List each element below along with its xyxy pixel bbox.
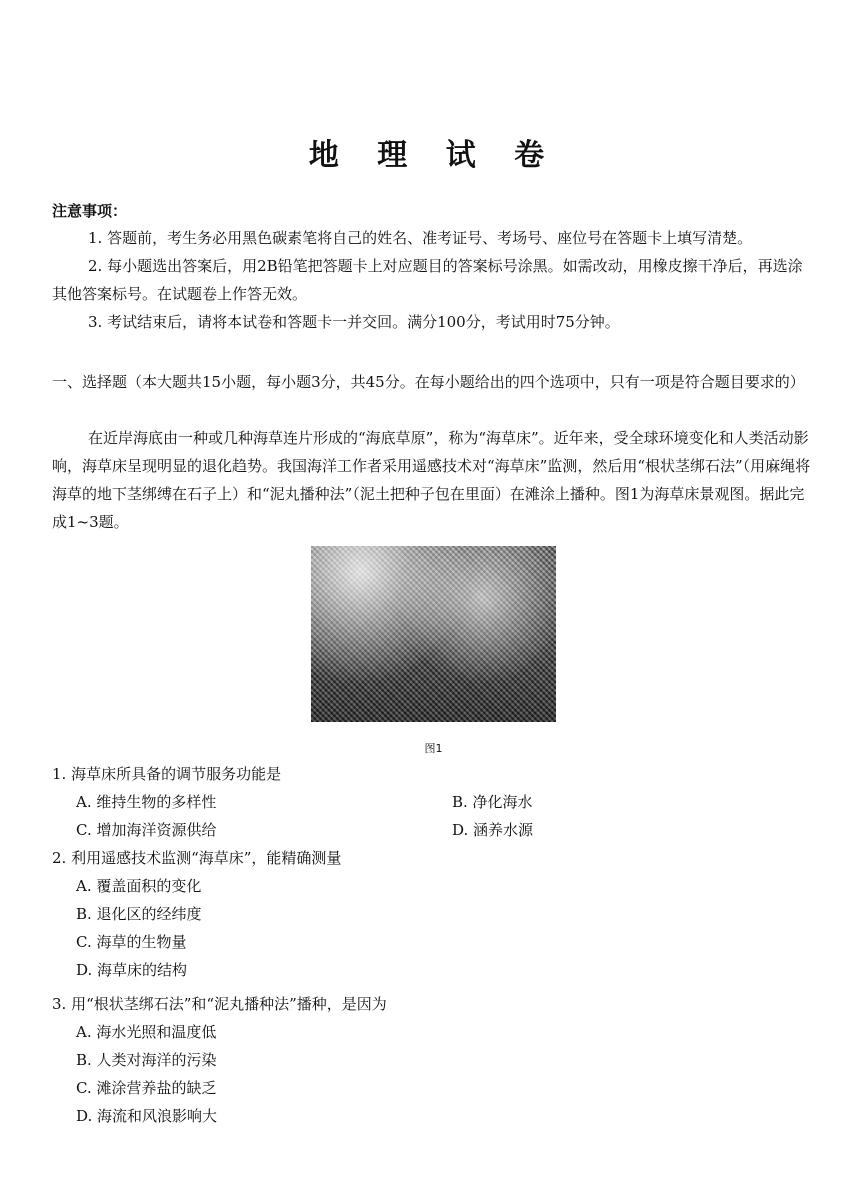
page-title: 地 理 试 卷 bbox=[308, 138, 559, 173]
question-1-option-b[interactable]: B. 净化海水 bbox=[452, 793, 533, 811]
question-2-option-a[interactable]: A. 覆盖面积的变化 bbox=[76, 877, 202, 895]
notice-heading: 注意事项： bbox=[52, 202, 128, 220]
material-text: 在近岸海底由一种或几种海草连片形成的“海底草原”，称为“海草床”。近年来，受全球环境变化和人类活动影响，海草床呈现明显的退化趋势。我国海洋工作者采用遥感技术对“海草床”监测，然后用“根状茎绑石法”（用麻绳将海草的地下茎绑缚在石子上）和“泥丸播种法”（泥土把种子包在里面）在滩涂上播种。图1为海草床景观图。据此完成1~3题。 bbox=[52, 429, 811, 531]
question-1-stem: 1. 海草床所具备的调节服务功能是 bbox=[52, 765, 282, 783]
question-1-option-d[interactable]: D. 涵养水源 bbox=[452, 821, 534, 839]
question-3-option-d[interactable]: D. 海流和风浪影响大 bbox=[76, 1107, 218, 1125]
notice-item-1: 1. 答题前，考生务必用黑色碳素笔将自己的姓名、准考证号、考场号、座位号在答题卡上填写清楚。 bbox=[88, 229, 753, 247]
seagrass-bed-photo bbox=[311, 546, 556, 722]
question-2-option-d[interactable]: D. 海草床的结构 bbox=[76, 961, 188, 979]
question-2-option-b[interactable]: B. 退化区的经纬度 bbox=[76, 905, 202, 923]
question-1-option-a[interactable]: A. 维持生物的多样性 bbox=[76, 793, 217, 811]
question-3-option-c[interactable]: C. 滩涂营养盐的缺乏 bbox=[76, 1079, 217, 1097]
question-2-option-c[interactable]: C. 海草的生物量 bbox=[76, 933, 187, 951]
question-3-option-a[interactable]: A. 海水光照和温度低 bbox=[76, 1023, 217, 1041]
question-3-option-b[interactable]: B. 人类对海洋的污染 bbox=[76, 1051, 217, 1069]
section-heading: 一、选择题（本大题共15小题，每小题3分，共45分。在每小题给出的四个选项中，只有一项是符合题目要求的） bbox=[52, 373, 805, 391]
question-2-stem: 2. 利用遥感技术监测“海草床”，能精确测量 bbox=[52, 849, 342, 867]
question-3-stem: 3. 用“根状茎绑石法”和“泥丸播种法”播种，是因为 bbox=[52, 995, 387, 1013]
question-1-option-c[interactable]: C. 增加海洋资源供给 bbox=[76, 821, 217, 839]
notice-item-3: 3. 考试结束后，请将本试卷和答题卡一并交回。满分100分，考试用时75分钟。 bbox=[88, 313, 620, 331]
figure-caption: 图1 bbox=[424, 742, 443, 755]
notice-item-2: 2. 每小题选出答案后，用2B铅笔把答题卡上对应题目的答案标号涂黑。如需改动，用橡皮擦干净后，再选涂其他答案标号。在试题卷上作答无效。 bbox=[52, 257, 803, 303]
